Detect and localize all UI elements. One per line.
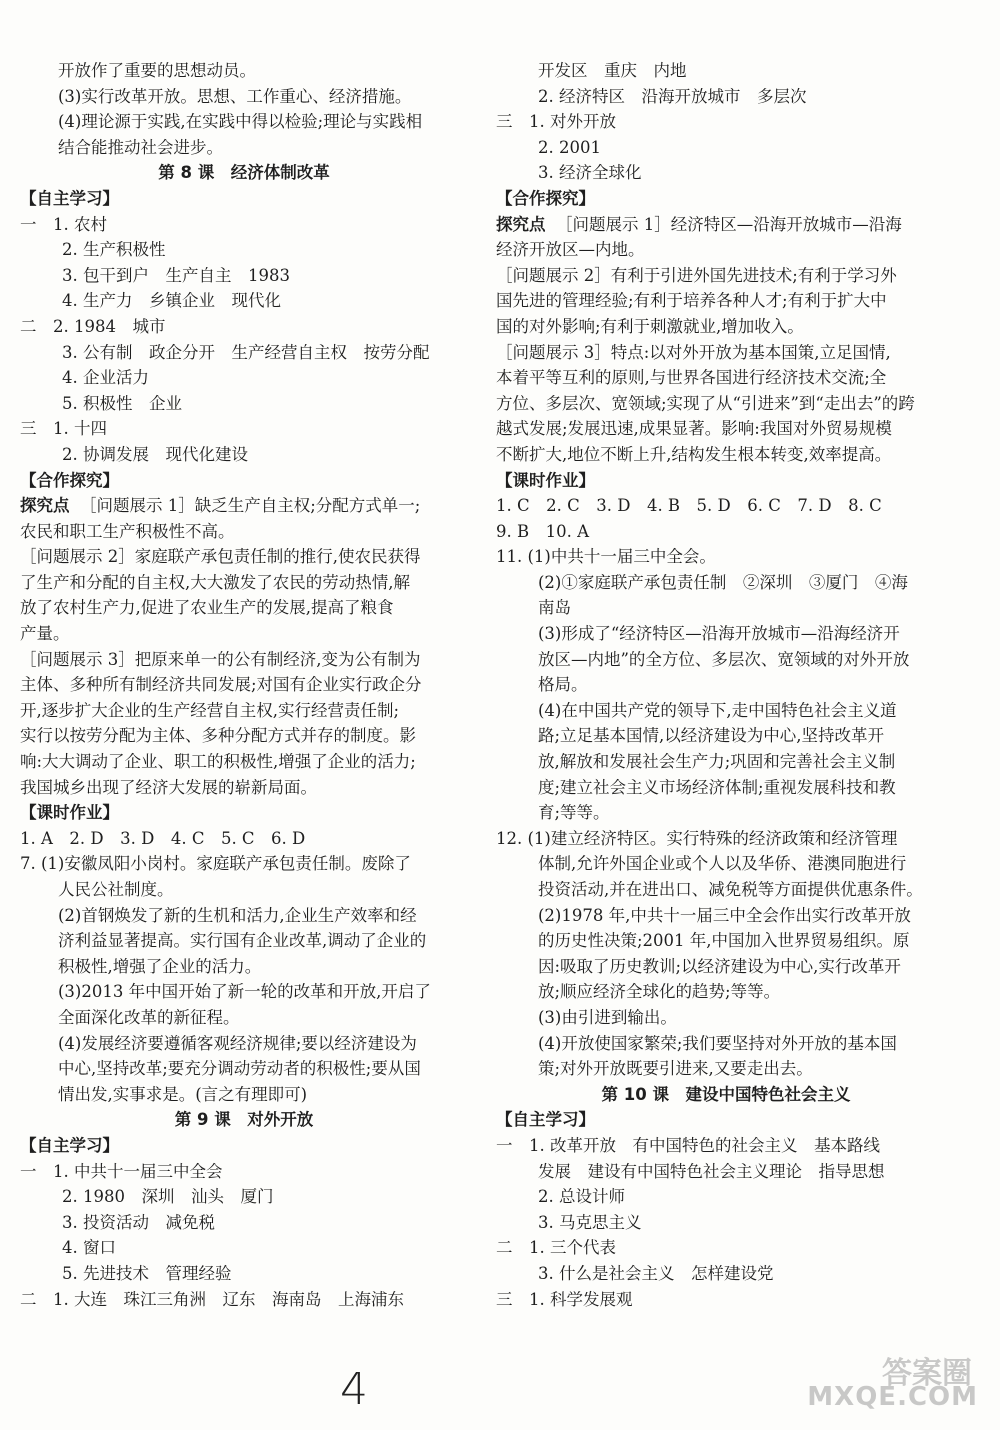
answer-line: 体制,允许外国企业或个人以及华侨、港澳同胞进行 (538, 854, 907, 874)
answer-line: 2. 协调发展 现代化建设 (62, 444, 248, 464)
answer-line: 5. 先进技术 管理经验 (62, 1263, 232, 1283)
answer-line: 放;顺应经济全球化的趋势;等等。 (538, 982, 781, 1002)
answer-line: 经济开放区—内地。 (496, 240, 645, 260)
answer-line: 11. (1)中共十一届三中全会。 (496, 547, 716, 567)
answer-line: ［问题展示 2］家庭联产承包责任制的推行,使农民获得 (20, 547, 421, 567)
answer-line: 国的对外影响;有利于刺激就业,增加收入。 (496, 316, 804, 336)
answer-line: 开,逐步扩大企业的生产经营自主权,实行经营责任制; (20, 700, 400, 720)
answer-line: 4. 生产力 乡镇企业 现代化 (62, 291, 281, 311)
lesson-8-title: 第 8 课 经济体制改革 (158, 163, 330, 183)
answer-line: 国先进的管理经验;有利于培养各种人才;有利于扩大中 (496, 291, 887, 311)
answer-line: (4)在中国共产党的领导下,走中国特色社会主义道 (538, 700, 897, 720)
answer-line: 3. 包干到户 生产自主 1983 (62, 265, 290, 285)
answer-line: 南岛 (538, 598, 571, 618)
answer-line: 3. 什么是社会主义 怎样建设党 (538, 1263, 774, 1283)
answer-line: 的历史性决策;2001 年,中国加入世界贸易组织。原 (538, 931, 910, 951)
answer-line: 农民和职工生产积极性不高。 (20, 521, 235, 541)
answer-line: 二 1. 三个代表 (496, 1238, 616, 1258)
answer-line: 放,解放和发展社会生产力;巩固和完善社会主义制 (538, 752, 896, 772)
answer-line: 开发区 重庆 内地 (538, 61, 687, 80)
watermark-text: MXQE.COM (807, 1382, 978, 1412)
answer-line: 积极性,增强了企业的活力。 (58, 956, 262, 976)
answer-line: 放区—内地”的全方位、多层次、宽领域的对外开放 (538, 649, 910, 669)
answer-line: 我国城乡出现了经济大发展的崭新局面。 (20, 777, 317, 797)
answer-line: 实行以按劳分配为主体、多种分配方式并存的制度。影 (20, 726, 416, 746)
answer-line: 5. 积极性 企业 (62, 393, 182, 413)
answer-line: ［问题展示 3］特点:以对外开放为基本国策,立足国情, (496, 342, 891, 362)
answer-line: 7. (1)安徽凤阳小岗村。家庭联产承包责任制。废除了 (20, 854, 411, 874)
answer-line: 3. 经济全球化 (538, 163, 642, 183)
page-number: 4 (340, 1364, 368, 1415)
answer-line: 三 1. 对外开放 (496, 112, 616, 132)
answer-line: 投资活动,并在进出口、减免税等方面提供优惠条件。 (538, 880, 923, 899)
answer-line: (3)由引进到输出。 (538, 1007, 677, 1027)
answer-line: 3. 投资活动 减免税 (62, 1212, 215, 1232)
answer-line: 因:吸取了历史教训;以经济建设为中心,实行改革开 (538, 956, 901, 976)
answer-line: (3)形成了“经济特区—沿海开放城市—沿海经济开 (538, 624, 900, 644)
answer-line: ［问题展示 2］有利于引进外国先进技术;有利于学习外 (496, 265, 897, 285)
answer-line: 3. 公有制 政企分开 生产经营自主权 按劳分配 (62, 342, 430, 362)
answer-line: 二 1. 大连 珠江三角洲 辽东 海南岛 上海浦东 (20, 1289, 404, 1309)
answer-line: 4. 企业活力 (62, 368, 149, 388)
answer-line: 人民公社制度。 (58, 880, 174, 899)
answer-line: 2. 总设计师 (538, 1187, 625, 1207)
answer-line: 育;等等。 (538, 803, 610, 823)
section-header-self-study: 【自主学习】 (20, 1135, 119, 1155)
section-header-homework: 【课时作业】 (20, 803, 119, 823)
section-header-self-study: 【自主学习】 (496, 1110, 595, 1130)
answer-line: (4)开放使国家繁荣;我们要坚持对外开放的基本国 (538, 1033, 897, 1053)
answer-line: 3. 马克思主义 (538, 1212, 642, 1232)
answer-line: 全面深化改革的新征程。 (58, 1007, 240, 1027)
answer-line: 一 1. 农村 (20, 214, 107, 234)
answer-line: 一 1. 中共十一届三中全会 (20, 1161, 223, 1181)
explore-point-label: 探究点 (496, 214, 546, 234)
answer-line: 主体、多种所有制经济共同发展;对国有企业实行政企分 (20, 675, 422, 695)
answer-text: ［问题展示 1］缺乏生产自主权;分配方式单一; (80, 496, 421, 516)
answer-line: (2)①家庭联产承包责任制 ②深圳 ③厦门 ④海 (538, 572, 908, 592)
lesson-10-title: 第 10 课 建设中国特色社会主义 (601, 1084, 851, 1104)
answer-line: 2. 2001 (538, 137, 601, 157)
watermark-logo: 答案圈 (882, 1356, 972, 1391)
answer-line: 1. A 2. D 3. D 4. C 5. C 6. D (20, 828, 306, 848)
answer-line: 三 1. 科学发展观 (496, 1289, 633, 1309)
answer-line: 1. C 2. C 3. D 4. B 5. D 6. C 7. D 8. C (496, 496, 882, 516)
section-header-homework: 【课时作业】 (496, 470, 595, 490)
answer-line: 一 1. 改革开放 有中国特色的社会主义 基本路线 (496, 1135, 880, 1155)
answer-line: 4. 窗口 (62, 1238, 116, 1258)
answer-line: (2)首钢焕发了新的生机和活力,企业生产效率和经 (58, 905, 417, 925)
answer-line: 格局。 (538, 675, 588, 695)
answer-line: 不断扩大,地位不断上升,结构发生根本转变,效率提高。 (496, 444, 892, 464)
answer-line: 本着平等互利的原则,与世界各国进行经济技术交流;全 (496, 368, 887, 388)
answer-line: (3)2013 年中国开始了新一轮的改革和开放,开启了 (58, 982, 431, 1002)
answer-line: 二 2. 1984 城市 (20, 316, 166, 336)
answer-line: 2. 经济特区 沿海开放城市 多层次 (538, 86, 807, 106)
right-column (496, 58, 956, 1312)
answer-line: 越式发展;发展迅速,成果显著。影响:我国对外贸易规模 (496, 419, 892, 439)
left-column (20, 58, 468, 1312)
explore-point-label: 探究点 (20, 496, 70, 516)
lesson-9-title: 第 9 课 对外开放 (174, 1110, 314, 1130)
watermark (808, 1348, 978, 1412)
answer-line (496, 212, 956, 238)
answer-line: 发展 建设有中国特色社会主义理论 指导思想 (538, 1161, 885, 1181)
text-line: 开放作了重要的思想动员。 (58, 61, 256, 80)
answer-line: 放了农村生产力,促进了农业生产的发展,提高了粮食 (20, 598, 394, 618)
answer-line: 度;建立社会主义市场经济体制;重视发展科技和教 (538, 777, 896, 797)
answer-text: ［问题展示 1］经济特区—沿海开放城市—沿海 (556, 214, 902, 234)
text-line: (3)实行改革开放。思想、工作重心、经济措施。 (58, 86, 412, 106)
answer-line: 响:大大调动了企业、职工的积极性,增强了企业的活力; (20, 752, 416, 772)
answer-line: 方位、多层次、宽领域;实现了从“引进来”到“走出去”的跨 (496, 393, 915, 413)
answer-line: 中心,坚持改革;要充分调动劳动者的积极性;要从国 (58, 1059, 421, 1079)
answer-line: 2. 生产积极性 (62, 240, 166, 260)
answer-line: (4)发展经济要遵循客观经济规律;要以经济建设为 (58, 1033, 417, 1053)
answer-line: 2. 1980 深圳 汕头 厦门 (62, 1187, 274, 1207)
text-line: 结合能推动社会进步。 (58, 137, 223, 157)
section-header-cooperation: 【合作探究】 (20, 470, 119, 490)
section-header-self-study: 【自主学习】 (20, 188, 119, 208)
text-line: (4)理论源于实践,在实践中得以检验;理论与实践相 (58, 112, 423, 132)
answer-line: 了生产和分配的自主权,大大激发了农民的劳动热情,解 (20, 572, 410, 592)
answer-line: 9. B 10. A (496, 521, 590, 541)
answer-line (20, 493, 468, 519)
answer-line: ［问题展示 3］把原来单一的公有制经济,变为公有制为 (20, 649, 421, 669)
answer-line: 12. (1)建立经济特区。实行特殊的经济政策和经济管理 (496, 828, 898, 848)
answer-line: 路;立足基本国情,以经济建设为中心,坚持改革开 (538, 726, 885, 746)
answer-line: 情出发,实事求是。(言之有理即可) (58, 1084, 308, 1104)
answer-line: 济利益显著提高。实行国有企业改革,调动了企业的 (58, 931, 427, 951)
answer-line: (2)1978 年,中共十一届三中全会作出实行改革开放 (538, 905, 911, 925)
section-header-cooperation: 【合作探究】 (496, 188, 595, 208)
answer-line: 三 1. 十四 (20, 419, 107, 439)
answer-line: 产量。 (20, 624, 70, 644)
answer-line: 策;对外开放既要引进来,又要走出去。 (538, 1059, 813, 1079)
